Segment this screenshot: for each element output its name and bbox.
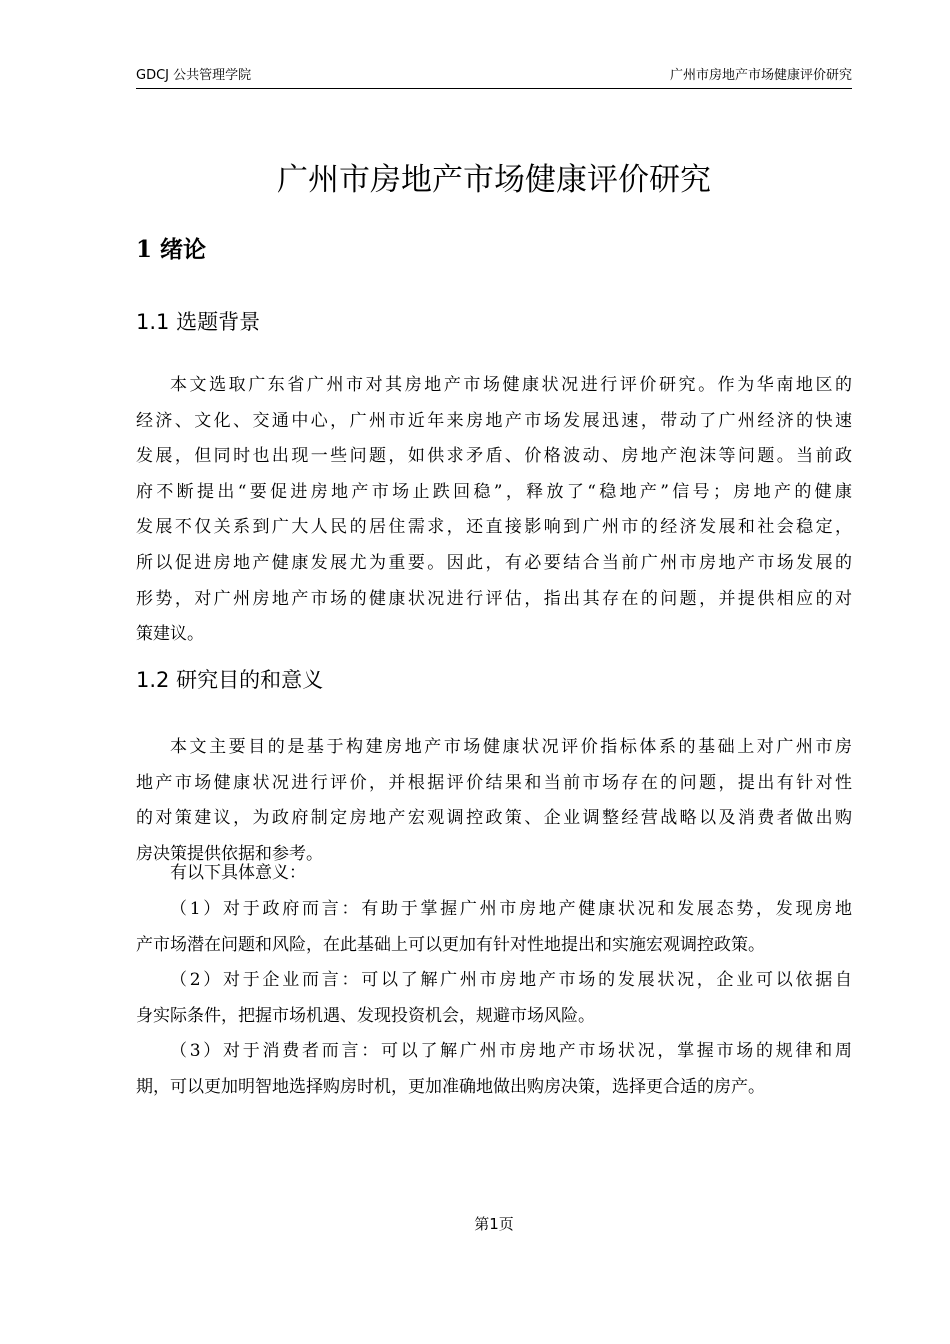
- paragraph-line: 期，可以更加明智地选择购房时机，更加准确地做出购房决策，选择更合适的房产。: [136, 1076, 765, 1097]
- paragraph-line: （2）对于企业而言：可以了解广州市房地产市场的发展状况，企业可以依据自: [170, 970, 852, 990]
- paragraph-line: 身实际条件，把握市场机遇、发现投资机会，规避市场风险。: [136, 1005, 595, 1026]
- header-running-title: 广州市房地产市场健康评价研究: [669, 68, 852, 83]
- section-heading-background: 1.1 选题背景: [136, 310, 261, 334]
- paragraph-line: 发展，但同时也出现一些问题，如供求矛盾、价格波动、房地产泡沫等问题。当前政: [136, 446, 852, 467]
- section-heading-purpose: 1.2 研究目的和意义: [136, 668, 324, 692]
- paragraph-line: 房决策提供依据和参考。: [136, 843, 323, 864]
- paragraph-line: 府不断提出“要促进房地产市场止跌回稳”，释放了“稳地产”信号；房地产的健康: [136, 481, 852, 502]
- significance-intro: [136, 856, 852, 892]
- paragraph-line: （1）对于政府而言：有助于掌握广州市房地产健康状况和发展态势，发现房地: [170, 899, 852, 919]
- header-institution: GDCJ 公共管理学院: [136, 68, 252, 83]
- paragraph-line: 发展不仅关系到广大人民的居住需求，还直接影响到广州市的经济发展和社会稳定，: [136, 517, 852, 538]
- paragraph-line: 所以促进房地产健康发展尤为重要。因此，有必要结合当前广州市房地产市场发展的: [136, 552, 852, 573]
- significance-item-enterprise: [136, 963, 852, 1034]
- purpose-paragraph: [136, 730, 852, 872]
- paragraph-line: 本文主要目的是基于构建房地产市场健康状况评价指标体系的基础上对广州市房: [170, 737, 852, 757]
- chapter-heading: 1 绪论: [136, 236, 207, 263]
- paragraph-line: 有以下具体意义：: [170, 863, 306, 883]
- paragraph-line: 策建议。: [136, 624, 204, 645]
- paragraph-line: 地产市场健康状况进行评价，并根据评价结果和当前市场存在的问题，提出有针对性: [136, 772, 852, 793]
- paragraph-line: 经济、文化、交通中心，广州市近年来房地产市场发展迅速，带动了广州经济的快速: [136, 410, 852, 431]
- paragraph-line: 形势，对广州房地产市场的健康状况进行评估，指出其存在的问题，并提供相应的对: [136, 588, 852, 609]
- significance-item-government: [136, 892, 852, 963]
- background-paragraph: [136, 368, 852, 653]
- paragraph-line: （3）对于消费者而言：可以了解广州市房地产市场状况，掌握市场的规律和周: [170, 1041, 852, 1061]
- paragraph-line: 的对策建议，为政府制定房地产宏观调控政策、企业调整经营战略以及消费者做出购: [136, 808, 852, 829]
- page-header: [136, 66, 852, 89]
- document-title: 广州市房地产市场健康评价研究: [277, 162, 711, 198]
- paragraph-line: 产市场潜在问题和风险，在此基础上可以更加有针对性地提出和实施宏观调控政策。: [136, 934, 765, 955]
- page-number: 第1页: [474, 1215, 514, 1233]
- significance-item-consumer: [136, 1034, 852, 1105]
- paragraph-line: 本文选取广东省广州市对其房地产市场健康状况进行评价研究。作为华南地区的: [170, 375, 852, 395]
